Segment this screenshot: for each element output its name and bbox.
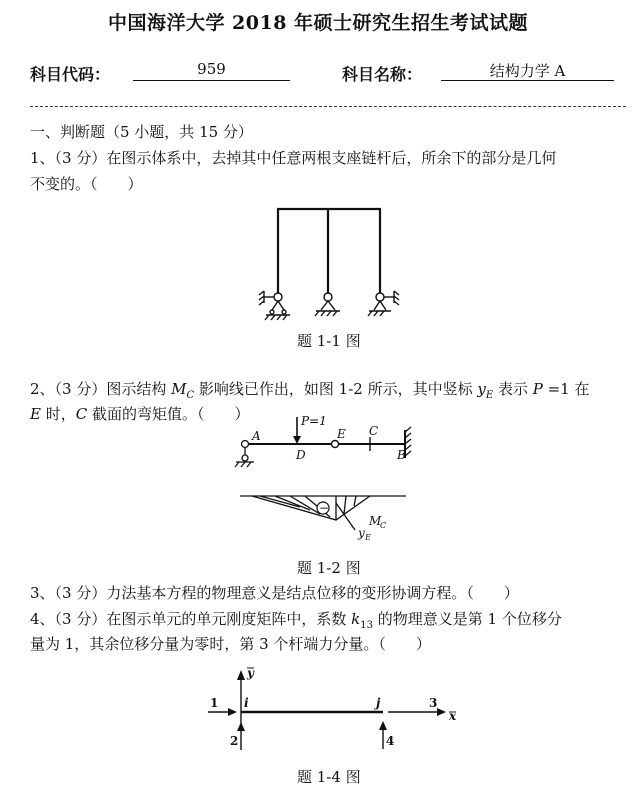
figure-1-1-caption: 题 1-1 图 xyxy=(297,332,361,350)
q2-text-part: 表示 xyxy=(493,380,533,398)
subject-code-label: 科目代码： xyxy=(30,65,111,84)
force-1-arrowhead xyxy=(228,708,237,716)
section-heading: 一、判断题（5 小题，共 15 分） xyxy=(30,123,253,141)
q2-text-part: 时， xyxy=(40,405,76,423)
minus-sign: − xyxy=(319,501,330,515)
force-1-label: 1 xyxy=(210,696,219,710)
p-symbol: P xyxy=(532,380,543,398)
node-j-label: j xyxy=(376,696,381,710)
figure-1-2-caption: 题 1-2 图 xyxy=(297,559,361,577)
subject-code-value: 959 xyxy=(133,60,290,81)
label-d: D xyxy=(296,448,306,462)
e-symbol: E xyxy=(30,405,41,423)
y-axis-label: y xyxy=(247,666,254,680)
mc-symbol: M xyxy=(171,380,187,398)
q1-text-line2: 不变的。（ ） xyxy=(30,175,143,193)
q2-text-part: 截面的弯矩值。（ ） xyxy=(87,405,250,423)
force-4-label: 4 xyxy=(386,734,395,748)
x-axis-label: x xyxy=(449,709,457,723)
force-4-arrowhead xyxy=(379,721,387,730)
label-e: E xyxy=(337,427,346,441)
subject-name-label: 科目名称： xyxy=(342,65,423,84)
ye-label-sub: E xyxy=(365,533,371,542)
force-3-arrowhead xyxy=(437,708,446,716)
load-label: P=1 xyxy=(301,414,327,428)
label-b: B xyxy=(397,448,406,462)
mc-label-sub: C xyxy=(380,521,387,530)
subject-name-value: 结构力学 A xyxy=(441,60,614,81)
mc-subscript: C xyxy=(186,390,195,401)
force-2-label: 2 xyxy=(230,734,239,748)
y-axis-arrowhead xyxy=(237,670,245,680)
q2-text-part: 影响线已作出，如图 1-2 所示，其中竖标 xyxy=(194,380,478,398)
q3-text: 3、（3 分）力法基本方程的物理意义是结点位移的变形协调方程。（ ） xyxy=(30,584,519,602)
figure-1-4-caption: 题 1-4 图 xyxy=(297,768,361,786)
q2-text-part: =1 在 xyxy=(542,380,590,398)
exam-title: 中国海洋大学 2018 年硕士研究生招生考试试题 xyxy=(107,12,529,34)
ye-symbol: y xyxy=(477,380,486,398)
mc-label: M xyxy=(369,514,382,528)
q1-text-line1: 1、（3 分）在图示体系中，去掉其中任意两根支座链杆后，所余下的部分是几何 xyxy=(30,149,557,167)
ye-label: y xyxy=(358,526,365,540)
label-a: A xyxy=(252,429,261,443)
node-i-label: i xyxy=(244,696,249,710)
q4-text-line2: 量为 1，其余位移分量为零时，第 3 个杆端力分量。（ ） xyxy=(30,635,431,653)
k-subscript: 13 xyxy=(360,620,373,631)
q2-text-part: 2、（3 分）图示结构 xyxy=(30,380,172,398)
ye-subscript: E xyxy=(485,390,494,401)
c-symbol: C xyxy=(75,405,88,423)
label-c: C xyxy=(369,424,379,438)
k-symbol: k xyxy=(351,610,361,628)
q4-text-part: 4、（3 分）在图示单元的单元刚度矩阵中，系数 xyxy=(30,610,352,628)
force-3-label: 3 xyxy=(429,696,438,710)
q4-text-part: 的物理意义是第 1 个位移分 xyxy=(372,610,562,628)
force-2-arrowhead xyxy=(237,722,245,731)
